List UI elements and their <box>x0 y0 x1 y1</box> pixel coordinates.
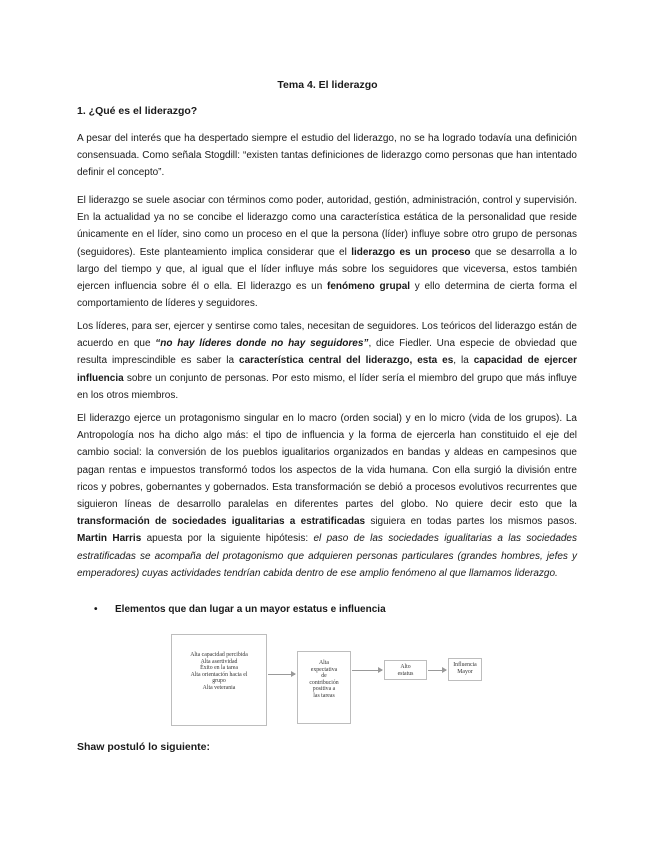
diagram-box-expectation <box>297 651 351 724</box>
diagram-line: Alta capacidad percibida <box>190 652 248 658</box>
diagram-line: Éxito en la tarea <box>200 665 238 672</box>
diagram-line: Mayor <box>457 668 473 675</box>
diagram-line: estatus <box>397 670 414 677</box>
paragraph-3-bold-b: capacidad de ejercer influencia <box>77 355 578 384</box>
paragraph-2-bold-b: fenómeno grupal <box>327 281 411 293</box>
section-heading: 1. ¿Qué es el liderazgo? <box>77 105 198 117</box>
diagram-line: las tareas <box>313 692 335 699</box>
paragraph-2 <box>77 192 577 312</box>
diagram-line: de <box>321 673 327 680</box>
status-influence-diagram <box>171 634 491 726</box>
paragraph-3-quote: “no hay líderes donde no hay seguidores” <box>155 338 369 350</box>
diagram-line: contribución <box>309 679 339 686</box>
paragraph-4-text-b: siguiera en todas partes los mismos pasos. <box>365 516 577 528</box>
paragraph-3-text-a: Los líderes, para ser, ejercer y sentirse como tales, necesitan de seguidores. Los teóricos del liderazgo están de acuerdo en que <box>77 321 577 350</box>
paragraph-1-text: A pesar del interés que ha despertado siempre el estudio del liderazgo, no se ha logrado todavía una definición consensuada. Como señala Stogdill: “existen tantas definiciones de liderazgo como personas que han intentado definir el concepto”. <box>77 133 577 179</box>
diagram-line: expectativa <box>310 666 338 673</box>
diagram-line: Alta asertividad <box>200 658 238 665</box>
diagram-line: grupo <box>212 678 226 685</box>
paragraph-3-bold-a: característica central del liderazgo, esta es <box>239 355 454 367</box>
diagram-line: positiva a <box>312 686 336 693</box>
diagram-box-factors <box>171 634 267 726</box>
paragraph-2-text-b: que se desarrolla a lo largo del tiempo y que, al igual que el líder influye más sobre los seguidores que viceversa, estos también ejercen influencia sobre él o ella. El liderazgo es un <box>77 246 577 293</box>
diagram-box-status <box>384 660 427 680</box>
arrow-right-icon <box>268 674 295 675</box>
paragraph-4-italic: el paso de las sociedades igualitarias a las sociedades estratificadas se acompaña del protagonismo que adquieren personas particulares (grandes hombres, jefes y emperadores) cuyas actividades tendrían cabida dentro de ese amplio fenómeno al que llamamos liderazgo. <box>77 533 577 579</box>
bullet-dot-icon: • <box>94 604 98 615</box>
paragraph-4 <box>77 410 577 582</box>
arrow-right-icon <box>352 670 382 671</box>
bullet-text: Elementos que dan lugar a un mayor estatus e influencia <box>115 604 386 615</box>
paragraph-1 <box>77 130 577 182</box>
paragraph-4-bold-b: Martin Harris <box>77 533 142 545</box>
diagram-line: Alta orientación hacia el <box>190 671 248 678</box>
paragraph-3-text-d: sobre un conjunto de personas. Por esto mismo, el líder sería el miembro del grupo que más influye en los otros miembros. <box>77 372 577 401</box>
diagram-line: Influencia <box>453 662 477 668</box>
paragraph-4-text-c: apuesta por la siguiente hipótesis: <box>141 533 314 545</box>
paragraph-2-bold-a: liderazgo es un proceso <box>351 246 471 258</box>
paragraph-4-text-a: El liderazgo ejerce un protagonismo singular en lo macro (orden social) y en lo micro (vida de los grupos). La Antropología nos ha dicho algo más: el tipo de influencia y la forma de ejercerla han constituido el eje del cambio social: la conversión de los pueblos igualitarios organizados en bandas y aldeas en campesinos que pagan rentas e impuestos transformó todos los aspectos de la vida humana. Con ella surgió la división entre ricos y pobres, gobernantes y gobernados. Esta transformación se debió a procesos evolutivos recurrentes que siguieron líneas de desarrollo paralelas en diferentes partes del globo. No quiere decir esto que la <box>77 413 577 511</box>
paragraph-3-text-b: , dice Fiedler. Una especie de obviedad que resulta imprescindible es saber la <box>77 338 578 367</box>
diagram-line: Alta <box>319 660 329 666</box>
document-title: Tema 4. El liderazgo <box>277 79 378 91</box>
diagram-line: Alta veterania <box>202 684 236 691</box>
shaw-heading: Shaw postuló lo siguiente: <box>77 741 211 753</box>
paragraph-2-text-a: El liderazgo se suele asociar con términos como poder, autoridad, gestión, administración, control y supervisión. En la actualidad ya no se concibe el liderazgo como una característica estática de la personalidad que reside únicamente en el líder, sino como un proceso en el que la persona (líder) influye sobre otro grupo de personas (seguidores). Este planteamiento implica considerar que el <box>77 195 577 258</box>
paragraph-2-text-c: y ello determina de cierta forma el comportamiento de líderes y seguidores. <box>77 281 577 310</box>
paragraph-4-bold-a: transformación de sociedades igualitarias a estratificadas <box>77 516 366 528</box>
diagram-box-influence <box>448 658 482 681</box>
paragraph-3-text-c: , la <box>453 355 474 367</box>
diagram-line: Alto <box>400 664 411 670</box>
paragraph-3 <box>77 318 577 404</box>
arrow-right-icon <box>428 670 446 671</box>
